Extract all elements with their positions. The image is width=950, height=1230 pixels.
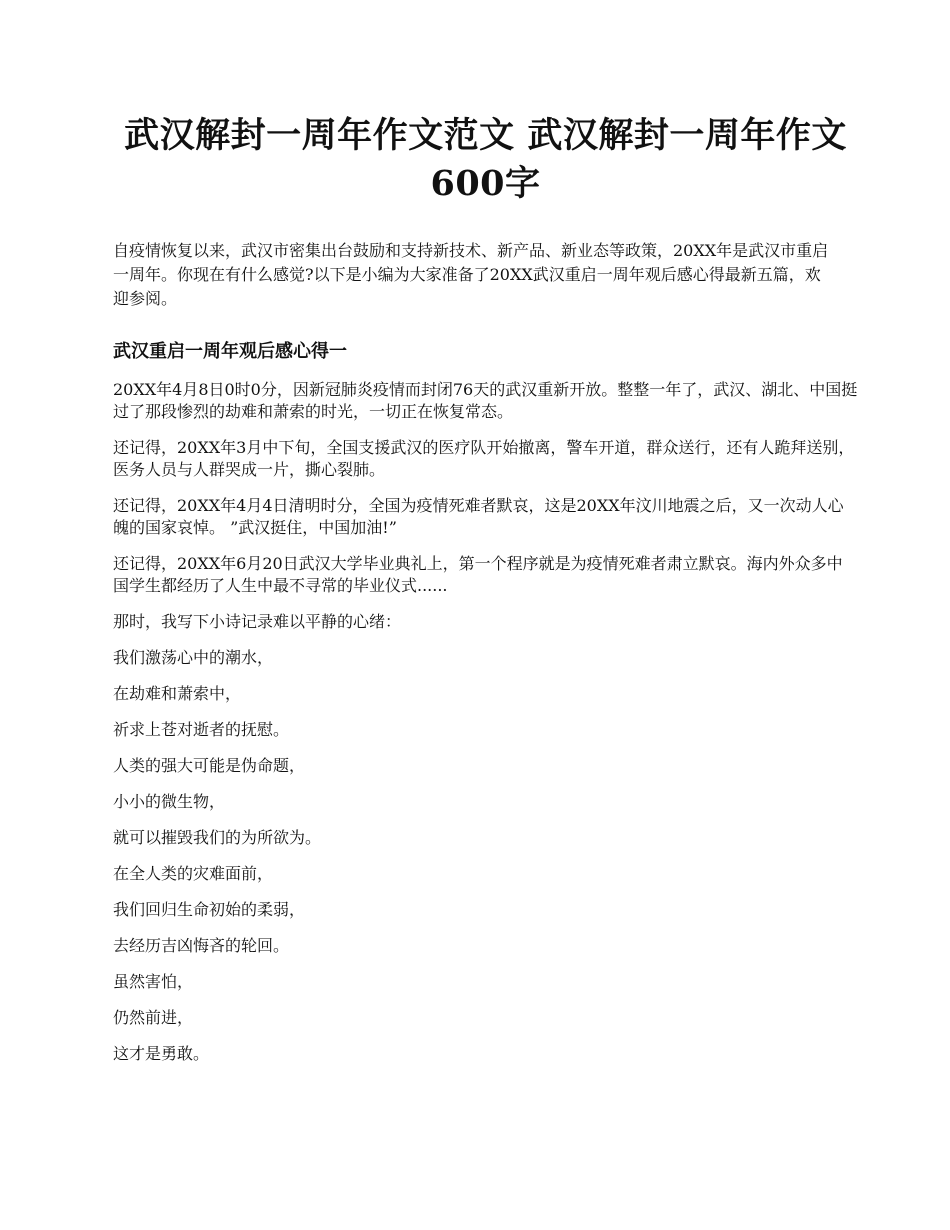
body-paragraph: 还记得，20XX年3月中下旬，全国支援武汉的医疗队开始撤离，警车开道，群众送行，还有人跪拜送别，医务人员与人群哭成一片，撕心裂肺。 [113, 438, 855, 479]
body-paragraph: 还记得，20XX年6月20日武汉大学毕业典礼上，第一个程序就是为疫情死难者肃立默哀。海内外众多中国学生都经历了人生中最不寻常的毕业仪式...... [113, 554, 843, 595]
section-heading: 武汉重启一周年观后感心得一 [113, 341, 347, 362]
poem-line: 去经历吉凶悔吝的轮回。 [113, 936, 290, 955]
poem-line: 小小的微生物， [113, 792, 226, 811]
poem-line: 我们激荡心中的潮水， [113, 648, 274, 667]
poem-line: 在全人类的灾难面前， [113, 864, 274, 883]
poem-line: 虽然害怕， [113, 972, 194, 991]
document-title: 武汉解封一周年作文范文 武汉解封一周年作文600字 [124, 115, 847, 204]
poem-line: 这才是勇敢。 [113, 1044, 210, 1063]
poem [113, 647, 858, 1065]
body-paragraph: 还记得，20XX年4月4日清明时分，全国为疫情死难者默哀，这是20XX年汶川地震之后，又一次动人心魄的国家哀悼。 ”武汉挺住，中国加油!” [113, 496, 844, 537]
poem-line: 在劫难和萧索中， [113, 684, 242, 703]
poem-line: 人类的强大可能是伪命题， [113, 756, 306, 775]
intro-paragraph: 自疫情恢复以来，武汉市密集出台鼓励和支持新技术、新产品、新业态等政策，20XX年是武汉市重启一周年。你现在有什么感觉?以下是小编为大家准备了20XX武汉重启一周年观后感心得最新五篇，欢迎参阅。 [113, 241, 829, 308]
body-paragraphs [113, 379, 858, 633]
body-paragraph: 20XX年4月8日0时0分，因新冠肺炎疫情而封闭76天的武汉重新开放。整整一年了，武汉、湖北、中国挺过了那段惨烈的劫难和萧索的时光，一切正在恢复常态。 [113, 380, 858, 421]
poem-line: 我们回归生命初始的柔弱， [113, 900, 306, 919]
poem-line: 祈求上苍对逝者的抚慰。 [113, 720, 290, 739]
body-paragraph: 那时，我写下小诗记录难以平静的心绪： [113, 612, 402, 631]
document-page [113, 112, 858, 1065]
poem-line: 仍然前进， [113, 1008, 194, 1027]
poem-line: 就可以摧毁我们的为所欲为。 [113, 828, 322, 847]
